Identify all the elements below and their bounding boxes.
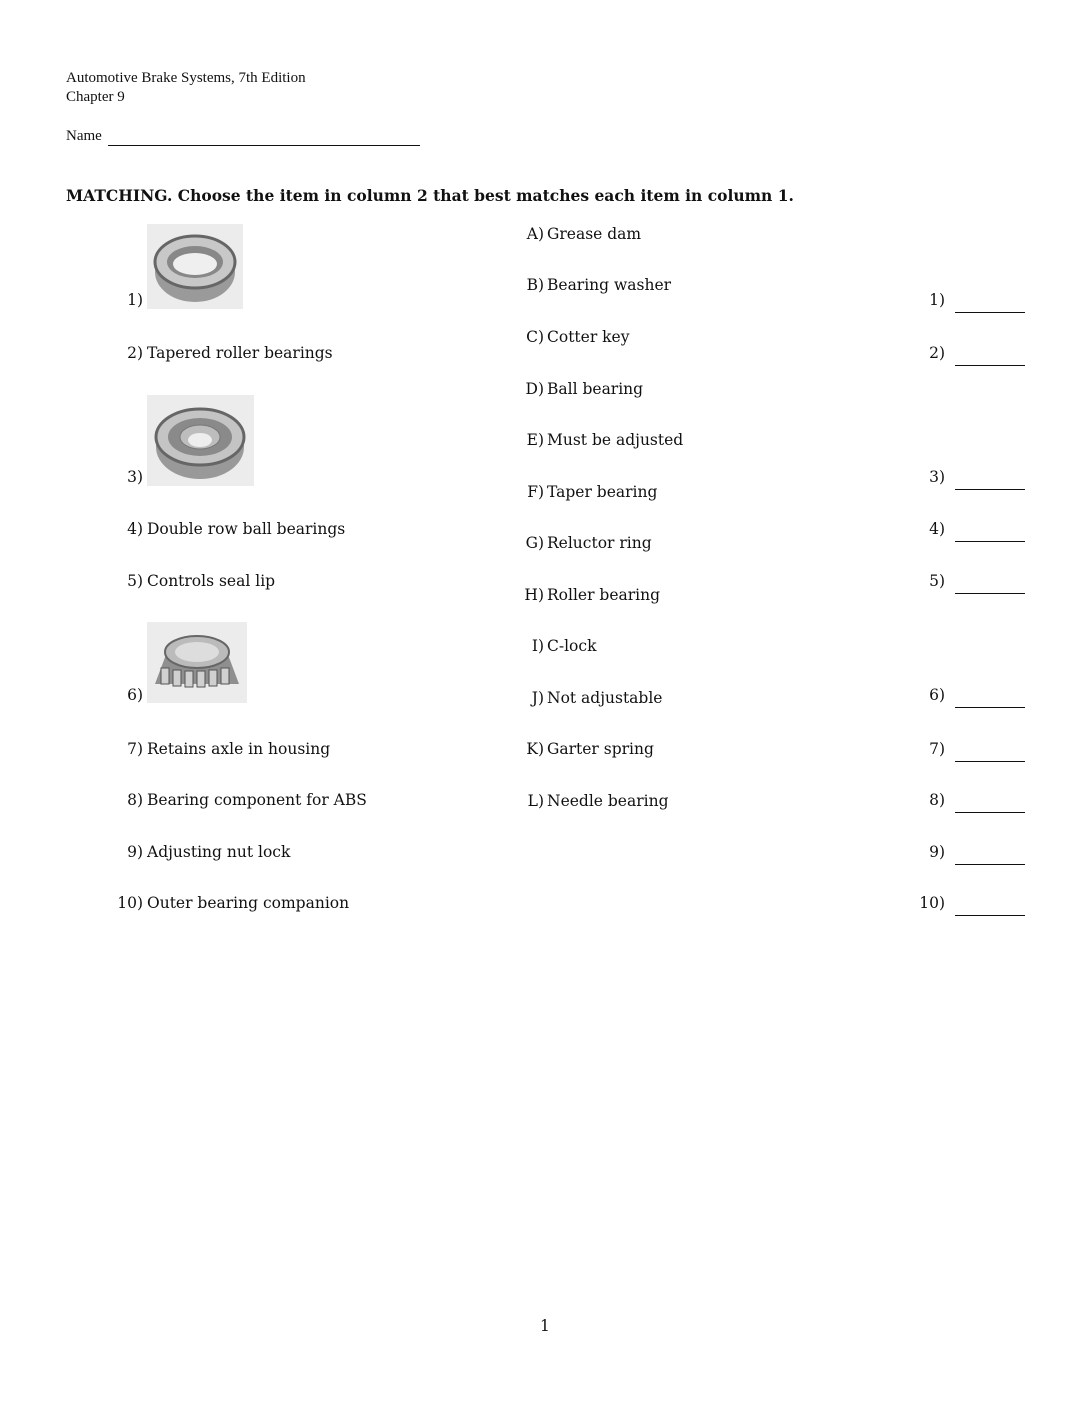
name-label: Name xyxy=(66,128,102,144)
answer-number: 2) xyxy=(929,344,945,362)
question-text: Outer bearing companion xyxy=(147,894,350,912)
answer-blank[interactable] xyxy=(955,593,1025,594)
answer-number: 10) xyxy=(919,894,945,912)
question-text: Double row ball bearings xyxy=(147,520,346,538)
answer-number: 8) xyxy=(929,791,945,809)
option-text: Garter spring xyxy=(547,740,654,758)
option-text: Reluctor ring xyxy=(547,534,652,552)
question-text: Adjusting nut lock xyxy=(147,843,291,861)
question-text: Bearing component for ABS xyxy=(147,791,367,809)
question-number: 1) xyxy=(127,291,143,309)
option-letter: B) xyxy=(526,276,544,294)
answer-blank[interactable] xyxy=(955,812,1025,813)
question-number: 10) xyxy=(117,894,143,912)
question-number: 5) xyxy=(127,572,143,590)
option-text: Grease dam xyxy=(547,225,642,243)
question-number: 6) xyxy=(127,686,143,704)
option-text: Needle bearing xyxy=(547,792,669,810)
option-text: Ball bearing xyxy=(547,380,644,398)
option-text: Roller bearing xyxy=(547,586,661,604)
answer-number: 4) xyxy=(929,520,945,538)
option-letter: E) xyxy=(526,431,544,449)
answer-blank[interactable] xyxy=(955,707,1025,708)
option-letter: F) xyxy=(527,483,544,501)
option-letter: C) xyxy=(526,328,544,346)
answer-number: 3) xyxy=(929,468,945,486)
question-text: Tapered roller bearings xyxy=(147,344,333,362)
answer-blank[interactable] xyxy=(955,761,1025,762)
answer-blank[interactable] xyxy=(955,864,1025,865)
option-letter: J) xyxy=(531,689,544,707)
option-letter: L) xyxy=(527,792,544,810)
question-number: 3) xyxy=(127,468,143,486)
question-number: 2) xyxy=(127,344,143,362)
option-text: Must be adjusted xyxy=(547,431,684,449)
ball-bearing-image xyxy=(147,395,254,486)
question-number: 9) xyxy=(127,843,143,861)
chapter-label: Chapter 9 xyxy=(66,89,125,105)
question-number: 7) xyxy=(127,740,143,758)
page-number: 1 xyxy=(540,1317,550,1335)
option-text: Not adjustable xyxy=(547,689,663,707)
question-number: 8) xyxy=(127,791,143,809)
option-letter: D) xyxy=(525,380,544,398)
answer-blank[interactable] xyxy=(955,915,1025,916)
answer-number: 5) xyxy=(929,572,945,590)
option-letter: G) xyxy=(525,534,544,552)
option-text: Cotter key xyxy=(547,328,630,346)
cylindrical-roller-bearing-image xyxy=(147,224,243,309)
name-field[interactable] xyxy=(108,145,420,146)
document-title: Automotive Brake Systems, 7th Edition xyxy=(66,70,306,86)
option-letter: I) xyxy=(531,637,544,655)
question-number: 4) xyxy=(127,520,143,538)
answer-number: 7) xyxy=(929,740,945,758)
answer-number: 1) xyxy=(929,291,945,309)
option-text: Taper bearing xyxy=(547,483,658,501)
instructions: MATCHING. Choose the item in column 2 that best matches each item in column 1. xyxy=(66,186,794,205)
answer-blank[interactable] xyxy=(955,312,1025,313)
answer-blank[interactable] xyxy=(955,365,1025,366)
question-text: Retains axle in housing xyxy=(147,740,331,758)
tapered-roller-bearing-image xyxy=(147,622,247,703)
answer-blank[interactable] xyxy=(955,541,1025,542)
answer-blank[interactable] xyxy=(955,489,1025,490)
option-letter: A) xyxy=(526,225,544,243)
option-text: C-lock xyxy=(547,637,597,655)
option-letter: K) xyxy=(526,740,544,758)
option-text: Bearing washer xyxy=(547,276,672,294)
answer-number: 9) xyxy=(929,843,945,861)
question-text: Controls seal lip xyxy=(147,572,276,590)
answer-number: 6) xyxy=(929,686,945,704)
option-letter: H) xyxy=(524,586,544,604)
